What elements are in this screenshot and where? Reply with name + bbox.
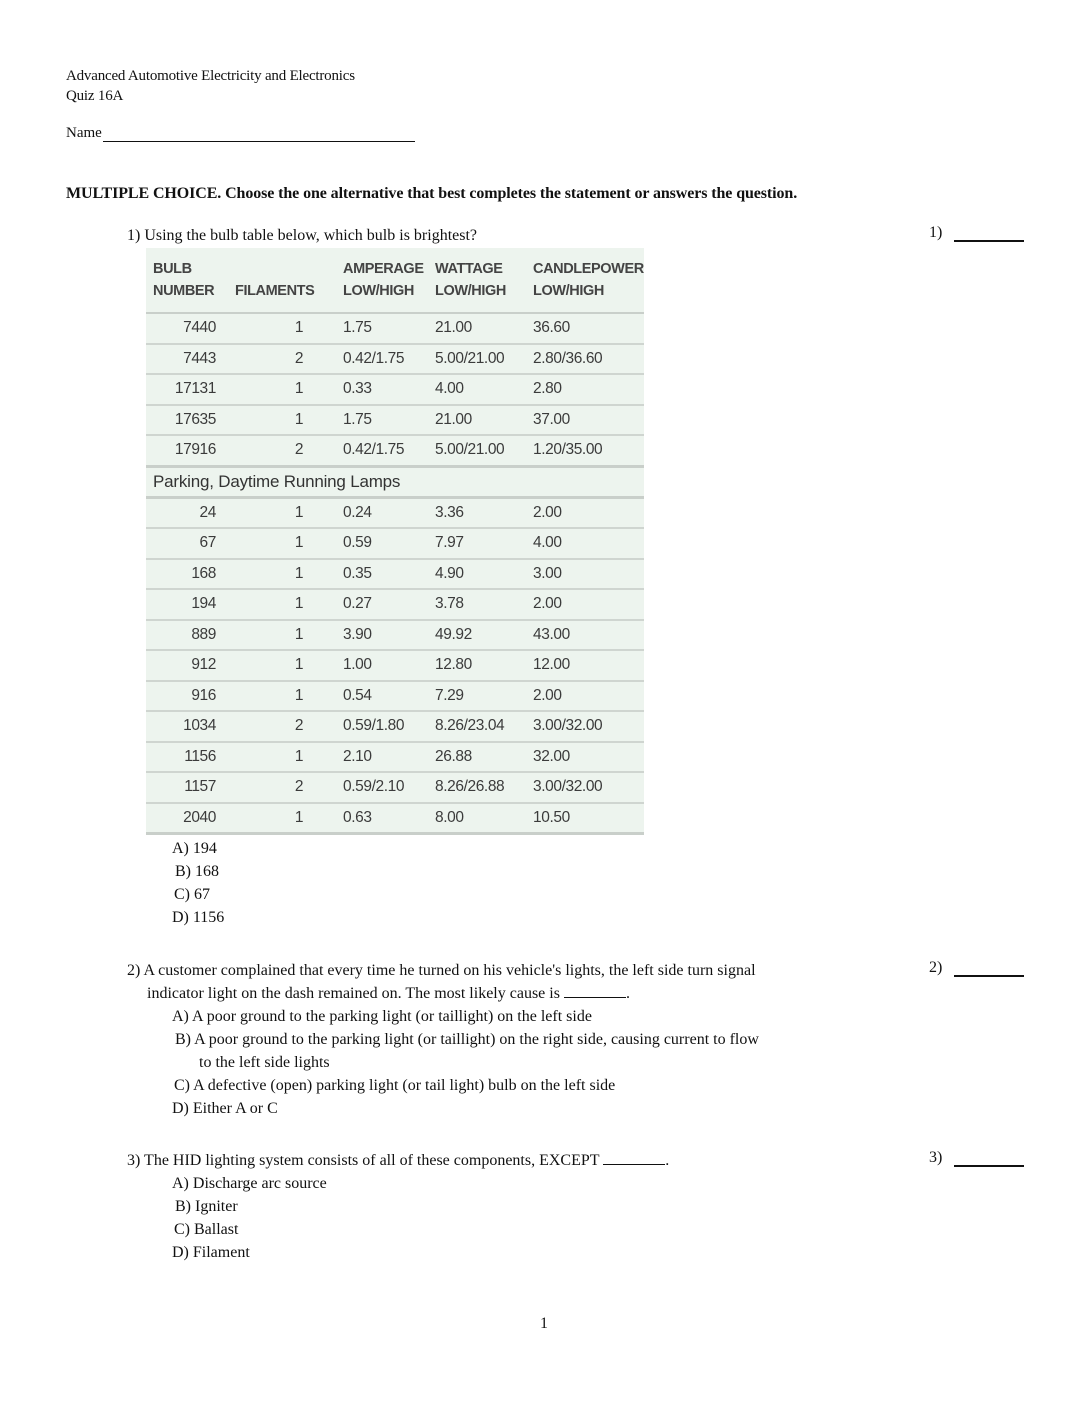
amperage-cell: 0.42/1.75 — [336, 344, 428, 375]
amperage-cell: 0.27 — [336, 589, 428, 620]
table-header-row — [146, 248, 644, 313]
candlepower-cell: 12.00 — [526, 650, 644, 681]
bulb-number-cell: 168 — [146, 559, 228, 590]
header-bulb-number: BULB NUMBER — [146, 248, 228, 313]
wattage-cell: 49.92 — [428, 620, 526, 651]
table-row — [146, 374, 644, 405]
wattage-cell: 4.00 — [428, 374, 526, 405]
amperage-cell: 0.33 — [336, 374, 428, 405]
amperage-cell: 1.75 — [336, 313, 428, 344]
filaments-cell: 2 — [228, 772, 336, 803]
choice-1b[interactable]: B) 168 — [175, 863, 219, 880]
wattage-cell: 21.00 — [428, 405, 526, 436]
filaments-cell: 1 — [228, 620, 336, 651]
bulb-number-cell: 67 — [146, 528, 228, 559]
candlepower-cell: 2.00 — [526, 681, 644, 712]
amperage-cell: 0.63 — [336, 803, 428, 834]
filaments-cell: 1 — [228, 650, 336, 681]
question-2-text: 2) A customer complained that every time he turned on his vehicle's lights, the left side turn signal indicator light on the dash remained on. The most likely cause is . — [127, 962, 756, 1002]
table-row — [146, 313, 644, 344]
answer-blank-1[interactable] — [954, 226, 1024, 242]
bulb-number-cell: 2040 — [146, 803, 228, 834]
page-number: 1 — [540, 1315, 548, 1332]
filaments-cell: 1 — [228, 497, 336, 528]
amperage-cell: 0.35 — [336, 559, 428, 590]
bulb-number-cell: 912 — [146, 650, 228, 681]
wattage-cell: 8.00 — [428, 803, 526, 834]
answer-slot-2[interactable] — [929, 959, 1024, 977]
wattage-cell: 5.00/21.00 — [428, 344, 526, 375]
filaments-cell: 2 — [228, 435, 336, 466]
amperage-cell: 0.59 — [336, 528, 428, 559]
table-row — [146, 681, 644, 712]
choice-2d[interactable]: D) Either A or C — [172, 1100, 278, 1117]
question-3-text: 3) The HID lighting system consists of all of these components, EXCEPT . — [127, 1152, 670, 1169]
answer-label-3: 3) — [929, 1149, 943, 1166]
wattage-cell: 3.36 — [428, 497, 526, 528]
table-row — [146, 711, 644, 742]
table-row — [146, 742, 644, 773]
wattage-cell: 8.26/23.04 — [428, 711, 526, 742]
filaments-cell: 1 — [228, 374, 336, 405]
table-row — [146, 497, 644, 528]
wattage-cell: 3.78 — [428, 589, 526, 620]
amperage-cell: 2.10 — [336, 742, 428, 773]
candlepower-cell: 3.00 — [526, 559, 644, 590]
table-row — [146, 528, 644, 559]
filaments-cell: 1 — [228, 681, 336, 712]
answer-blank-3[interactable] — [954, 1151, 1024, 1167]
filaments-cell: 1 — [228, 803, 336, 834]
filaments-cell: 1 — [228, 559, 336, 590]
table-row — [146, 803, 644, 834]
candlepower-cell: 3.00/32.00 — [526, 711, 644, 742]
wattage-cell: 12.80 — [428, 650, 526, 681]
table-row — [146, 589, 644, 620]
candlepower-cell: 37.00 — [526, 405, 644, 436]
bulb-number-cell: 1156 — [146, 742, 228, 773]
quiz-title: Quiz 16A — [66, 88, 124, 104]
bulb-number-cell: 194 — [146, 589, 228, 620]
bulb-number-cell: 24 — [146, 497, 228, 528]
answer-slot-3[interactable] — [929, 1149, 1024, 1167]
candlepower-cell: 3.00/32.00 — [526, 772, 644, 803]
header-amperage: AMPERAGE LOW/HIGH — [336, 248, 428, 313]
answer-label-1: 1) — [929, 224, 943, 241]
candlepower-cell: 4.00 — [526, 528, 644, 559]
answer-slot-1[interactable] — [929, 224, 1024, 242]
wattage-cell: 4.90 — [428, 559, 526, 590]
question-2 — [127, 959, 917, 1120]
candlepower-cell: 2.80 — [526, 374, 644, 405]
candlepower-cell: 1.20/35.00 — [526, 435, 644, 466]
document-header — [66, 66, 355, 106]
amperage-cell: 0.54 — [336, 681, 428, 712]
filaments-cell: 1 — [228, 313, 336, 344]
choice-2c[interactable]: C) A defective (open) parking light (or tail light) bulb on the left side — [174, 1077, 616, 1094]
amperage-cell: 0.59/2.10 — [336, 772, 428, 803]
bulb-number-cell: 1157 — [146, 772, 228, 803]
header-filaments: FILAMENTS — [228, 248, 336, 313]
amperage-cell: 0.42/1.75 — [336, 435, 428, 466]
table-row — [146, 650, 644, 681]
candlepower-cell: 2.80/36.60 — [526, 344, 644, 375]
filaments-cell: 1 — [228, 405, 336, 436]
table-row — [146, 772, 644, 803]
bulb-number-cell: 1034 — [146, 711, 228, 742]
candlepower-cell: 2.00 — [526, 589, 644, 620]
course-title: Advanced Automotive Electricity and Electronics — [66, 68, 355, 84]
fill-in-blank — [603, 1150, 665, 1165]
table-row — [146, 620, 644, 651]
answer-blank-2[interactable] — [954, 961, 1024, 977]
fill-in-blank — [564, 983, 626, 998]
question-1-text: 1) Using the bulb table below, which bulb is brightest? — [127, 227, 478, 244]
choice-1c[interactable]: C) 67 — [174, 886, 210, 903]
section-label: Parking, Daytime Running Lamps — [146, 466, 644, 497]
candlepower-cell: 2.00 — [526, 497, 644, 528]
amperage-cell: 3.90 — [336, 620, 428, 651]
choice-1d[interactable]: D) 1156 — [172, 909, 225, 926]
name-blank-line[interactable] — [103, 125, 415, 142]
wattage-cell: 8.26/26.88 — [428, 772, 526, 803]
question-1-choices — [127, 837, 917, 929]
filaments-cell: 1 — [228, 742, 336, 773]
table-row — [146, 435, 644, 466]
choice-3d[interactable]: D) Filament — [172, 1244, 250, 1261]
bulb-number-cell: 7443 — [146, 344, 228, 375]
wattage-cell: 21.00 — [428, 313, 526, 344]
choice-3a[interactable]: A) Discharge arc source — [172, 1175, 327, 1192]
wattage-cell: 26.88 — [428, 742, 526, 773]
table-section-row — [146, 466, 644, 497]
candlepower-cell: 36.60 — [526, 313, 644, 344]
header-wattage: WATTAGE LOW/HIGH — [428, 248, 526, 313]
question-3 — [127, 1149, 917, 1264]
candlepower-cell: 43.00 — [526, 620, 644, 651]
amperage-cell: 0.59/1.80 — [336, 711, 428, 742]
wattage-cell: 5.00/21.00 — [428, 435, 526, 466]
answer-label-2: 2) — [929, 959, 943, 976]
filaments-cell: 1 — [228, 528, 336, 559]
name-field[interactable] — [66, 125, 415, 142]
bulb-number-cell: 17635 — [146, 405, 228, 436]
amperage-cell: 0.24 — [336, 497, 428, 528]
choice-3c[interactable]: C) Ballast — [174, 1221, 239, 1238]
choice-2a[interactable]: A) A poor ground to the parking light (or taillight) on the left side — [172, 1008, 592, 1025]
bulb-table — [146, 248, 644, 835]
candlepower-cell: 32.00 — [526, 742, 644, 773]
filaments-cell: 1 — [228, 589, 336, 620]
bulb-number-cell: 7440 — [146, 313, 228, 344]
candlepower-cell: 10.50 — [526, 803, 644, 834]
bulb-number-cell: 889 — [146, 620, 228, 651]
name-label: Name — [66, 125, 102, 141]
wattage-cell: 7.97 — [428, 528, 526, 559]
choice-1a[interactable]: A) 194 — [172, 840, 217, 857]
bulb-number-cell: 916 — [146, 681, 228, 712]
instructions: MULTIPLE CHOICE. Choose the one alternative that best completes the statement or answers the question. — [66, 185, 798, 202]
bulb-number-cell: 17916 — [146, 435, 228, 466]
wattage-cell: 7.29 — [428, 681, 526, 712]
choice-3b[interactable]: B) Igniter — [175, 1198, 238, 1215]
table-row — [146, 344, 644, 375]
amperage-cell: 1.00 — [336, 650, 428, 681]
amperage-cell: 1.75 — [336, 405, 428, 436]
table-row — [146, 405, 644, 436]
question-1 — [127, 224, 917, 247]
header-candlepower: CANDLEPOWER LOW/HIGH — [526, 248, 644, 313]
table-row — [146, 559, 644, 590]
choice-2b[interactable]: B) A poor ground to the parking light (or taillight) on the right side, causing current to flow to the left side lights — [175, 1031, 759, 1071]
filaments-cell: 2 — [228, 711, 336, 742]
filaments-cell: 2 — [228, 344, 336, 375]
bulb-number-cell: 17131 — [146, 374, 228, 405]
